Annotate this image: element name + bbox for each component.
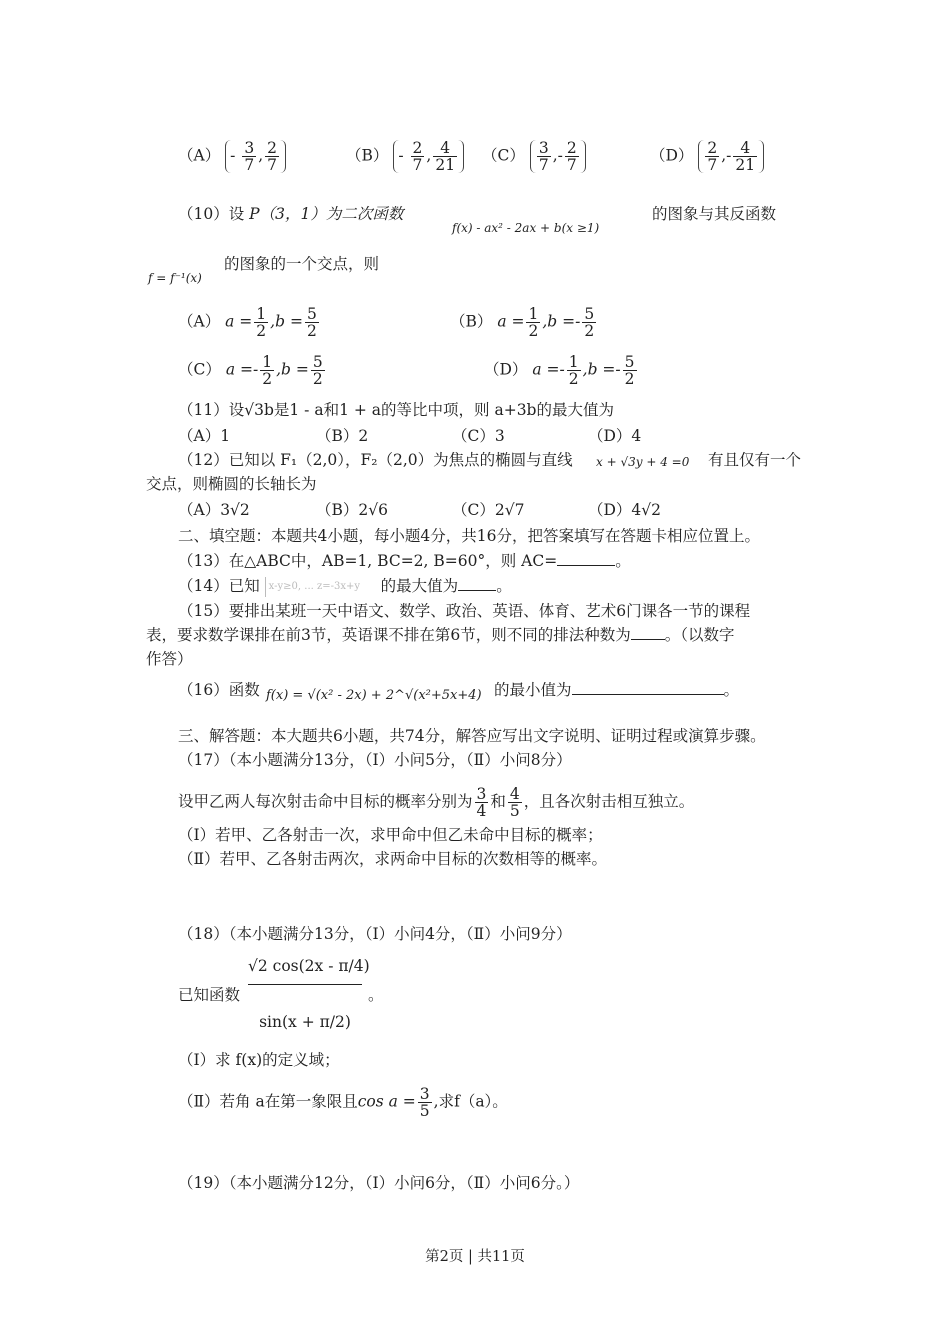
q18-part2: （Ⅱ）若角 a在第一象限且cos a = $\frac{3}{5}$ ,求f（a）。 <box>178 1085 508 1120</box>
q11-option-d: （D）4 <box>588 427 642 445</box>
q11-option-c: （C）3 <box>452 427 505 445</box>
q10-line2: 的图象的一个交点，则 <box>224 255 380 273</box>
q10-function: f(x) - ax² - 2ax + b(x ≥1) <box>452 221 600 235</box>
interval-a: - $\frac{3}{7}$ , $\frac{2}{7}$ <box>225 140 286 173</box>
q15-line1: （15）要排出某班一天中语文、数学、政治、英语、体育、艺术6门课各一节的课程 <box>178 602 751 620</box>
q19-head: （19）（本小题满分12分，（Ⅰ）小问6分，（Ⅱ）小问6分。） <box>178 1174 580 1192</box>
q11-option-b: （B）2 <box>316 427 369 445</box>
q16-function: f(x) = √(x² - 2x) + 2^√(x²+5x+4) <box>266 688 482 703</box>
q10-line1-end: 的图象与其反函数 <box>652 205 777 223</box>
q18-stem-end: 。 <box>368 986 384 1004</box>
q12-option-c: （C）2√7 <box>452 501 525 519</box>
q12-line1: （12）已知以 F₁（2,0），F₂（2,0）为焦点的椭圆与直线 <box>178 451 573 469</box>
q10-inverse: f = f⁻¹(x) <box>148 271 202 285</box>
q16-text: （16）函数 <box>178 681 260 699</box>
q9-option-b: （B） - $\frac{2}{7}$ , $\frac{4}{21}$ <box>346 140 464 173</box>
q9-option-c: （C） $\frac{3}{7}$ ,- $\frac{2}{7}$ <box>482 140 586 173</box>
q15-line3: 作答） <box>146 650 193 668</box>
q12-line1-end: 有且仅有一个 <box>708 451 802 469</box>
page-footer: 第2页 | 共11页 <box>425 1249 525 1265</box>
q10-line1: （10）设 P（3，1）为二次函数 <box>178 205 404 223</box>
q17-stem: 设甲乙两人每次射击命中目标的概率分别为 $\frac{3}{4}$ 和 $\frac{4}{5}$ ，且各次射击相互独立。 <box>178 785 695 820</box>
q14: （14）已知 x-y≥0, ... z=-3x+y 的最大值为 。 <box>178 577 512 595</box>
q18-numerator: √2 cos(2x - π/4) <box>248 956 362 985</box>
q16-end: 的最小值为 。 <box>494 681 740 699</box>
q12-option-a: （A）3√2 <box>178 501 250 519</box>
q17-part2: （Ⅱ）若甲、乙各射击两次，求两命中目标的次数相等的概率。 <box>178 850 608 868</box>
q12-line2: 交点，则椭圆的长轴长为 <box>146 475 317 493</box>
q18-stem: 已知函数 <box>178 986 241 1004</box>
q9-option-a: （A） - $\frac{3}{7}$ , $\frac{2}{7}$ <box>178 140 286 173</box>
q17-part1: （Ⅰ）若甲、乙各射击一次，求甲命中但乙未命中目标的概率； <box>178 826 603 844</box>
q10-option-c: （C） a =- $\frac{1}{2}$ ,b = $\frac{5}{2}$ <box>178 353 323 388</box>
q17-head: （17）（本小题满分13分，（Ⅰ）小问5分，（Ⅱ）小问8分） <box>178 751 572 769</box>
section-3-heading: 三、解答题：本大题共6小题，共74分，解答应写出文字说明、证明过程或演算步骤。 <box>178 727 766 745</box>
q9-option-d: （D） $\frac{2}{7}$ ,- $\frac{4}{21}$ <box>650 140 764 173</box>
q18-head: （18）（本小题满分13分，（Ⅰ）小问4分，（Ⅱ）小问9分） <box>178 925 572 943</box>
q12-option-d: （D）4√2 <box>588 501 662 519</box>
q13: （13）在△ABC中，AB=1, BC=2, B=60°，则 AC= 。 <box>178 552 631 570</box>
q10-option-d: （D） a =- $\frac{1}{2}$ ,b =- $\frac{5}{2}$ <box>484 353 635 388</box>
q11-stem: （11）设√3b是1 - a和1 + a的等比中项，则 a+3b的最大值为 <box>178 401 614 419</box>
q14-system-scribble: x-y≥0, ... z=-3x+y <box>265 577 381 597</box>
q12-line-expr: x + √3y + 4 =0 <box>596 455 690 469</box>
q18-denominator: sin(x + π/2) <box>259 1013 351 1031</box>
q18-part1: （Ⅰ）求 f(x)的定义域； <box>178 1051 340 1069</box>
q10-option-b: （B） a = $\frac{1}{2}$ ,b =- $\frac{5}{2}$ <box>450 305 595 340</box>
q12-option-b: （B）2√6 <box>316 501 388 519</box>
section-2-heading: 二、填空题：本题共4小题，每小题4分，共16分，把答案填写在答题卡相应位置上。 <box>178 527 760 545</box>
q10-option-a: （A） a = $\frac{1}{2}$ ,b = $\frac{5}{2}$ <box>178 305 317 340</box>
q11-option-a: （A）1 <box>178 427 231 445</box>
q15-line2: 表，要求数学课排在前3节，英语课不排在第6节，则不同的排法种数为 。（以数字 <box>146 626 735 644</box>
